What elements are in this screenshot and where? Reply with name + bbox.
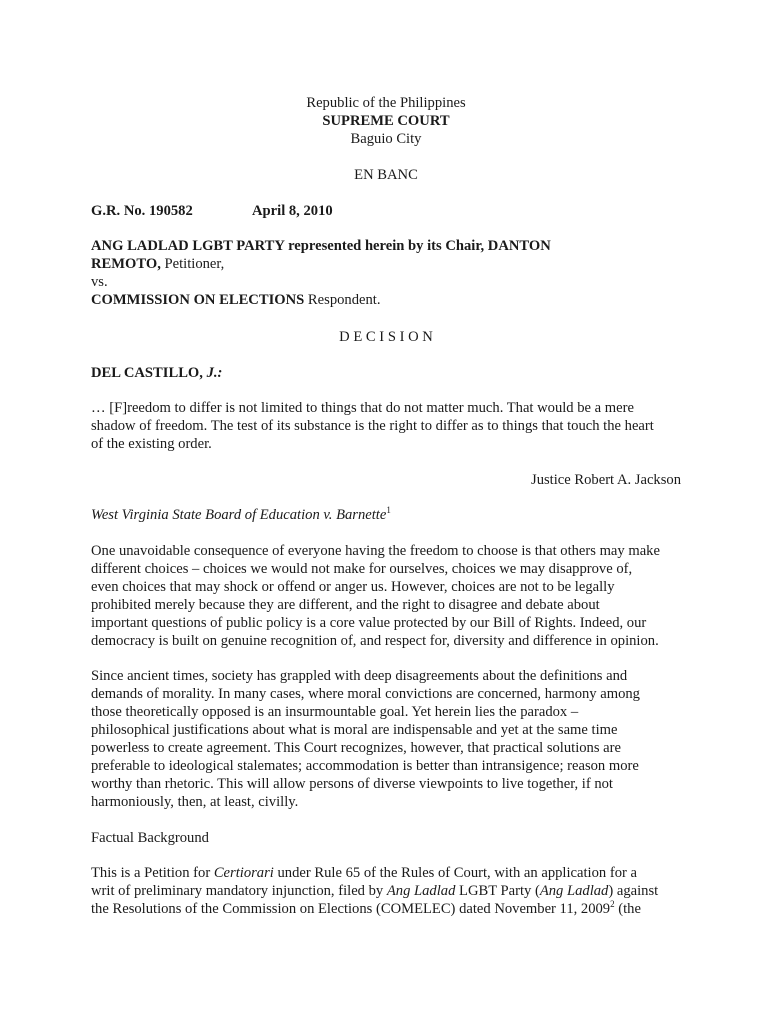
versus-label: vs. [91,274,108,290]
paragraph-line: democracy is built on genuine recognition of, and respect for, diversity and difference in opinion. [91,633,659,649]
italic-run: Ang Ladlad [386,883,456,899]
paragraph-line: philosophical justifications about what is moral are indispensable and yet at the same time [91,722,618,738]
en-banc-label: EN BANC [354,167,418,183]
text-run: (the [614,901,641,917]
text-run: under Rule 65 of the Rules of Court, with an application for a [273,865,637,881]
petitioner-role: Petitioner, [160,256,225,272]
paragraph-line: worthy than rhetoric. This will allow persons of diverse viewpoints to live together, if not [91,776,613,792]
paragraph-line: harmoniously, then, at least, civilly. [91,794,299,810]
quote-line: shadow of freedom. The test of its substance is the right to differ as to things that touch the heart [91,418,654,434]
republic-line: Republic of the Philippines [306,95,466,111]
paragraph-line: preferable to ideological stalemates; accommodation is better than intransigence; reason more [91,758,639,774]
paragraph-line: important questions of public policy is a core value protected by our Bill of Rights. Indeed, our [91,615,647,631]
paragraph-line: those theoretically opposed is an insurmountable goal. Yet herein lies the paradox – [91,704,579,720]
court-name: SUPREME COURT [322,113,450,129]
petitioner-line-2 [91,255,681,273]
footnote-2-marker[interactable]: 2 [610,899,615,910]
text-run: ) against [608,883,659,899]
gr-number: G.R. No. 190582 [91,203,193,219]
ponente-line [91,364,681,382]
paragraph-line [91,882,681,900]
paragraph-line: demands of morality. In many cases, where moral convictions are concerned, harmony among [91,686,640,702]
petitioner-name: ANG LADLAD LGBT PARTY represented herein by its Chair, DANTON [91,238,551,254]
paragraph-line: Since ancient times, society has grappled with deep disagreements about the definitions and [91,668,628,684]
paragraph-3 [91,864,681,918]
respondent-role: Respondent. [304,292,381,308]
paragraph-line [91,864,681,882]
decision-date: April 8, 2010 [252,203,333,219]
text-run: the Resolutions of the Commission on Elections (COMELEC) dated November 11, 2009 [91,901,611,917]
paragraph-line: prohibited merely because they are different, and the right to disagree and debate about [91,597,600,613]
factual-background-heading: Factual Background [91,830,209,846]
petitioner-line-1 [91,237,681,255]
paragraph-line: even choices that may shock or offend or anger us. However, choices are not to be legally [91,579,615,595]
text-run: LGBT Party ( [455,883,540,899]
italic-run: Ang Ladlad [539,883,609,899]
footnote-1-marker[interactable]: 1 [386,505,391,516]
case-number-row [91,202,681,220]
case-citation-title: West Virginia State Board of Education v. Barnette [91,507,387,523]
paragraph-line: powerless to create agreement. This Court recognizes, however, that practical solutions are [91,740,621,756]
italic-run: Certiorari [213,865,274,881]
decision-heading: D E C I S I O N [339,329,433,345]
quote-line: of the existing order. [91,436,212,452]
respondent-name: COMMISSION ON ELECTIONS [91,292,305,308]
petitioner-chair: REMOTO, [91,256,161,272]
text-run: writ of preliminary mandatory injunction, filed by [91,883,387,899]
paragraph-line: One unavoidable consequence of everyone having the freedom to choose is that others may make [91,543,660,559]
paragraph-1 [91,542,681,650]
case-citation [91,506,681,524]
quote-attribution: Justice Robert A. Jackson [531,472,681,488]
quote-line: … [F]reedom to differ is not limited to things that do not matter much. That would be a mere [91,400,634,416]
paragraph-line: different choices – choices we would not make for ourselves, choices we may disapprove of, [91,561,633,577]
respondent-line [91,291,681,309]
ponente-name: DEL CASTILLO, [91,365,207,381]
opening-quote [91,399,681,453]
paragraph-line [91,900,681,918]
ponente-suffix: J.: [206,365,223,381]
paragraph-2 [91,667,681,811]
text-run: This is a Petition for [91,865,214,881]
court-city: Baguio City [350,131,422,147]
